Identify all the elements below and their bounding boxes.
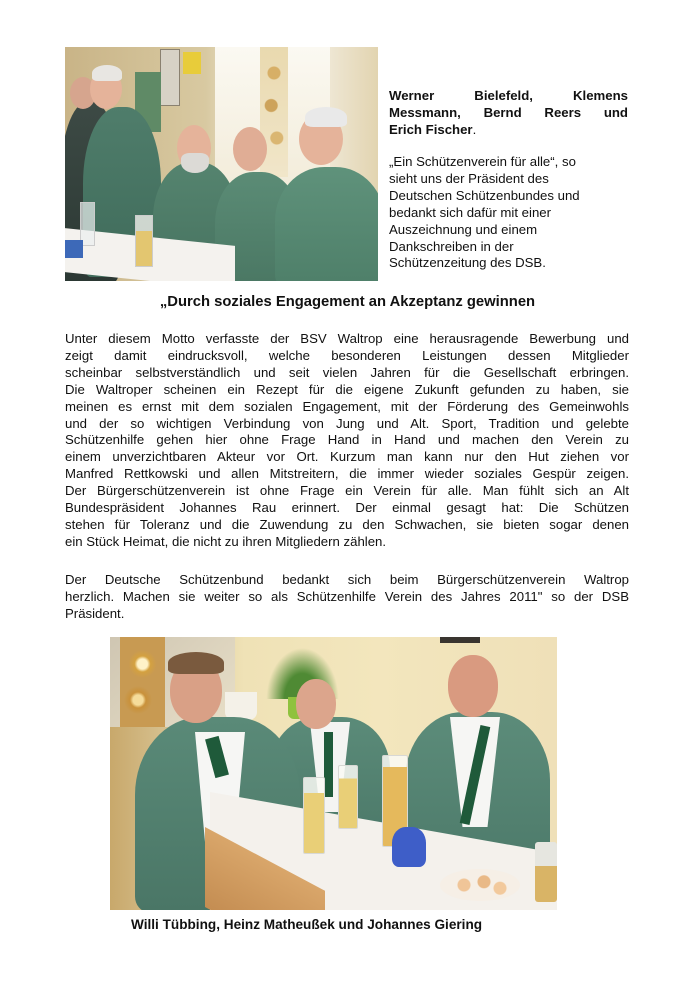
photo-gold-decoration <box>120 637 165 727</box>
photo-blue-object <box>65 240 83 258</box>
photo-person <box>275 167 378 281</box>
photo-beard <box>181 153 209 173</box>
caption-line <box>389 122 628 139</box>
body-paragraph-1 <box>65 331 629 551</box>
body-line: zeigt damit eindrucksvoll, welche besonderen Leistungen dessen Mitglieder <box>65 347 629 363</box>
caption-line: Messmann, Bernd Reers und <box>389 104 628 120</box>
photo-four-men-at-table <box>65 47 378 281</box>
body-paragraph-2 <box>65 572 629 623</box>
photo-hair <box>305 107 347 127</box>
body-line: einem unverzichtbaren Akteur vor Ort. Kurzum man kann nur den Hut ziehen vor <box>65 449 629 465</box>
caption-line-text: Erich Fischer <box>389 121 473 137</box>
photo-head <box>296 679 336 729</box>
body-line: Manfred Rettkowski und allen Mitstreitern, die immer wieder soziales Gespür zeigen. <box>65 466 629 482</box>
body-line: Die Waltroper scheinen ein Rezept für die eigene Zukunft gefunden zu haben, sie <box>65 381 629 397</box>
photo-head <box>448 655 498 717</box>
article-headline: „Durch soziales Engagement an Akzeptanz gewinnen <box>159 294 536 310</box>
body-line: Unter diesem Motto verfasste der BSV Waltrop eine herausragende Bewerbung und <box>65 331 629 346</box>
photo-peanut-plate <box>440 869 520 901</box>
quote-line: Auszeichnung und einem <box>389 221 538 237</box>
photo-beer-glass <box>338 765 358 829</box>
photo-hair <box>92 65 122 81</box>
quote-line: Schützenzeitung des DSB. <box>389 255 546 271</box>
body-line: Der Deutsche Schützenbund bedankt sich beim Bürgerschützenverein Waltrop <box>65 572 629 587</box>
quote-line: Dankschreiben in der <box>389 238 514 254</box>
body-line: Bundespräsident Johannes Rau erinnert. Der einmal gesagt hat: Die Schützen <box>65 500 629 516</box>
body-line: ein Stück Heimat, die nicht zu ihren Mitgliedern zählen. <box>65 533 387 549</box>
body-line: Schützenhilfe gehen hier ohne Frage Hand in Hand und machen den Verein zu <box>65 432 629 448</box>
photo-caption-bottom: Willi Tübbing, Heinz Matheußek und Johannes Giering <box>131 917 483 932</box>
body-line: Der Bürgerschützenverein ist ohne Frage ein Verein für alle. Man fühlt sich an Alt <box>65 483 629 499</box>
photo-blue-candle <box>392 827 426 867</box>
quote-line: Deutschen Schützenbundes und <box>389 187 580 203</box>
quote-line: sieht uns der Präsident des <box>389 170 549 186</box>
quote-line: bedankt sich dafür mit einer <box>389 204 551 220</box>
body-line: meinen es ernst mit dem sozialen Engagement, mit der Förderung des Gemeinwohls <box>65 398 629 414</box>
photo-yellow-sign <box>183 52 201 74</box>
photo-caption-names <box>389 88 628 138</box>
caption-period: . <box>472 121 477 137</box>
body-line: und der so wichtigen Verbindung von Jung und Alt. Sport, Tradition und gelebte <box>65 415 629 431</box>
photo-wall-poster <box>160 49 180 106</box>
dsb-quote-text <box>389 154 639 272</box>
body-line: Präsident. <box>65 605 125 621</box>
photo-hair <box>168 652 224 674</box>
photo-beer-glass <box>135 215 153 267</box>
photo-beer-mug <box>535 842 557 902</box>
photo-tie <box>324 732 333 797</box>
body-line: stehen für Toleranz und die Zuwendung zu den Schwachen, sie bieten sogar denen <box>65 516 629 532</box>
body-line: herzlich. Machen sie weiter so als Schützenhilfe Verein des Jahres 2011" so der DSB <box>65 588 629 604</box>
photo-three-men-at-table <box>110 637 557 910</box>
quote-line: „Ein Schützenverein für alle“, so <box>389 154 576 169</box>
photo-beer-glass <box>303 777 325 854</box>
photo-picture-frame <box>440 637 480 643</box>
body-line: scheinbar selbstverständlich und seit vielen Jahren für die Gesellschaft erbringen. <box>65 364 629 380</box>
photo-flower-pot <box>225 692 257 720</box>
photo-head <box>233 127 267 171</box>
caption-line: Werner Bielefeld, Klemens <box>389 88 628 103</box>
